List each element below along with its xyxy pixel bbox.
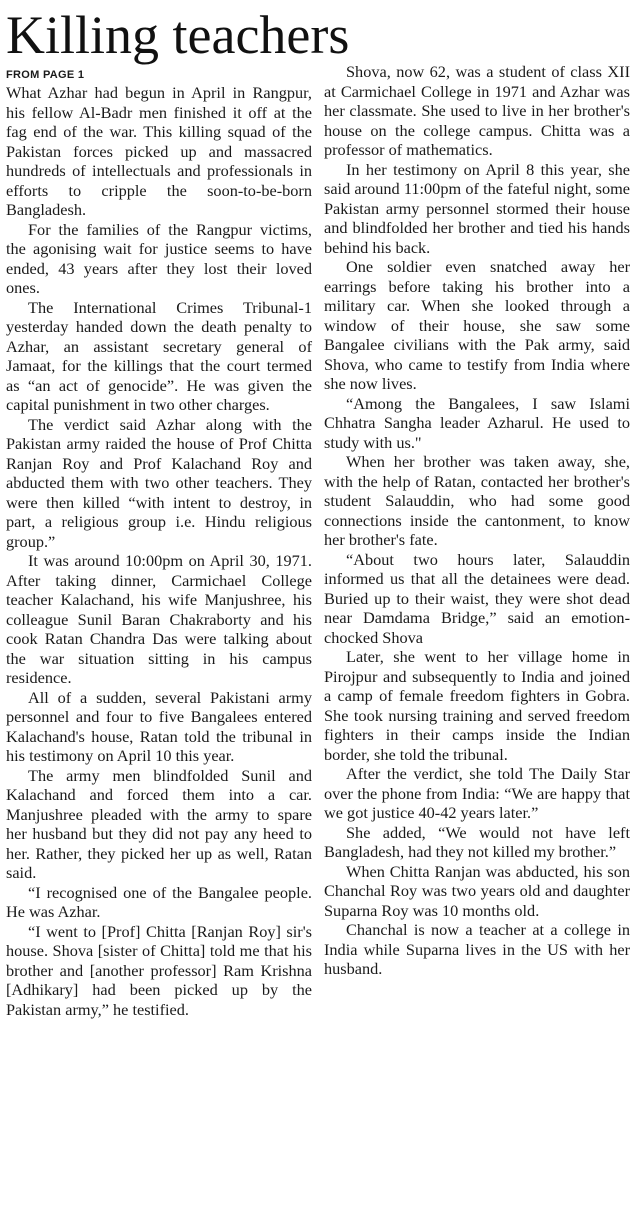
- paragraph: Chanchal is now a teacher at a college in India while Suparna lives in the US with her husband.: [324, 920, 630, 978]
- paragraph: The army men blindfolded Sunil and Kalachand and forced them into a car. Manjushree pleaded with the army to spare her husband but they did not pay any heed to her. Rather, they picked her up as well, Ratan said.: [6, 765, 312, 882]
- paragraph: When Chitta Ranjan was abducted, his son Chanchal Roy was two years old and daughter Suparna Roy was 10 months old.: [324, 861, 630, 920]
- paragraph: When her brother was taken away, she, with the help of Ratan, contacted her brother's student Salauddin, who had some good connections inside the cantonment, to know her brother's fate.: [324, 452, 630, 549]
- paragraph: Later, she went to her village home in Pirojpur and subsequently to India and joined a camp of female freedom fighters in Gobra. She took nursing training and served freedom fighters in their camps inside the Indian border, she told the tribunal.: [324, 647, 630, 764]
- headline: Killing teachers: [6, 5, 350, 65]
- paragraph: She added, “We would not have left Bangladesh, had they not killed my brother.”: [324, 822, 630, 861]
- paragraph: The International Crimes Tribunal-1 yesterday handed down the death penalty to Azhar, an assistant secretary general of Jamaat, for the killings that the court termed as “an act of genocide”. He was given the capital punishment in two other charges.: [6, 297, 312, 414]
- continuation-kicker: FROM PAGE 1: [6, 69, 85, 81]
- paragraph: What Azhar had begun in April in Rangpur, his fellow Al-Badr men finished it off at the fag end of the war. This killing squad of the Pakistan forces picked up and massacred hundreds of intellectuals and professionals in efforts to cripple the soon-to-be-born Bangladesh.: [6, 83, 312, 219]
- paragraph: Shova, now 62, was a student of class XII at Carmichael College in 1971 and Azhar was her classmate. She used to live in her brother's house on the college campus. Chitta was a professor of mathematics.: [324, 62, 630, 159]
- paragraph: After the verdict, she told The Daily Star over the phone from India: “We are happy that we got justice 40-42 years later.”: [324, 764, 630, 822]
- paragraph: “About two hours later, Salauddin informed us that all the detainees were dead. Buried up to their waist, they were shot dead near Damdama Bridge,” said an emotion-chocked Shova: [324, 549, 630, 647]
- left-column: [6, 68, 312, 1019]
- paragraph: For the families of the Rangpur victims, the agonising wait for justice seems to have ended, 43 years after they lost their loved ones.: [6, 219, 312, 297]
- paragraph: “I went to [Prof] Chitta [Ranjan Roy] sir's house. Shova [sister of Chitta] told me that his brother and [another professor] Ram Krishna [Adhikary] had been picked up by the Pakistan army,” he testified.: [6, 921, 312, 1019]
- paragraph: It was around 10:00pm on April 30, 1971. After taking dinner, Carmichael College teacher Kalachand, his wife Manjushree, his colleague Sunil Baran Chakraborty and his cook Ratan Chandra Das were talking about the war situation sitting in his campus residence.: [6, 551, 312, 687]
- paragraph: All of a sudden, several Pakistani army personnel and four to five Bangalees entered Kalachand's house, Ratan told the tribunal in his testimony on April 10 this year.: [6, 687, 312, 765]
- paragraph: One soldier even snatched away her earrings before taking his brother into a military car. When she looked through a window of their house, she saw some Bangalee civilians with the Pak army, said Shova, who came to testify from India where she now lives.: [324, 257, 630, 393]
- paragraph: The verdict said Azhar along with the Pakistan army raided the house of Prof Chitta Ranjan Roy and Prof Kalachand Roy and abducted them with two other teachers. They were then killed “with intent to destroy, in part, a religious group i.e. Hindu religious group.”: [6, 414, 312, 551]
- right-column: [324, 62, 630, 979]
- paragraph: “Among the Bangalees, I saw Islami Chhatra Sangha leader Azharul. He used to study with us.": [324, 393, 630, 452]
- paragraph: In her testimony on April 8 this year, she said around 11:00pm of the fateful night, some Pakistan army personnel stormed their house and blindfolded her brother and tied his hands behind his back.: [324, 159, 630, 257]
- paragraph: “I recognised one of the Bangalee people. He was Azhar.: [6, 882, 312, 921]
